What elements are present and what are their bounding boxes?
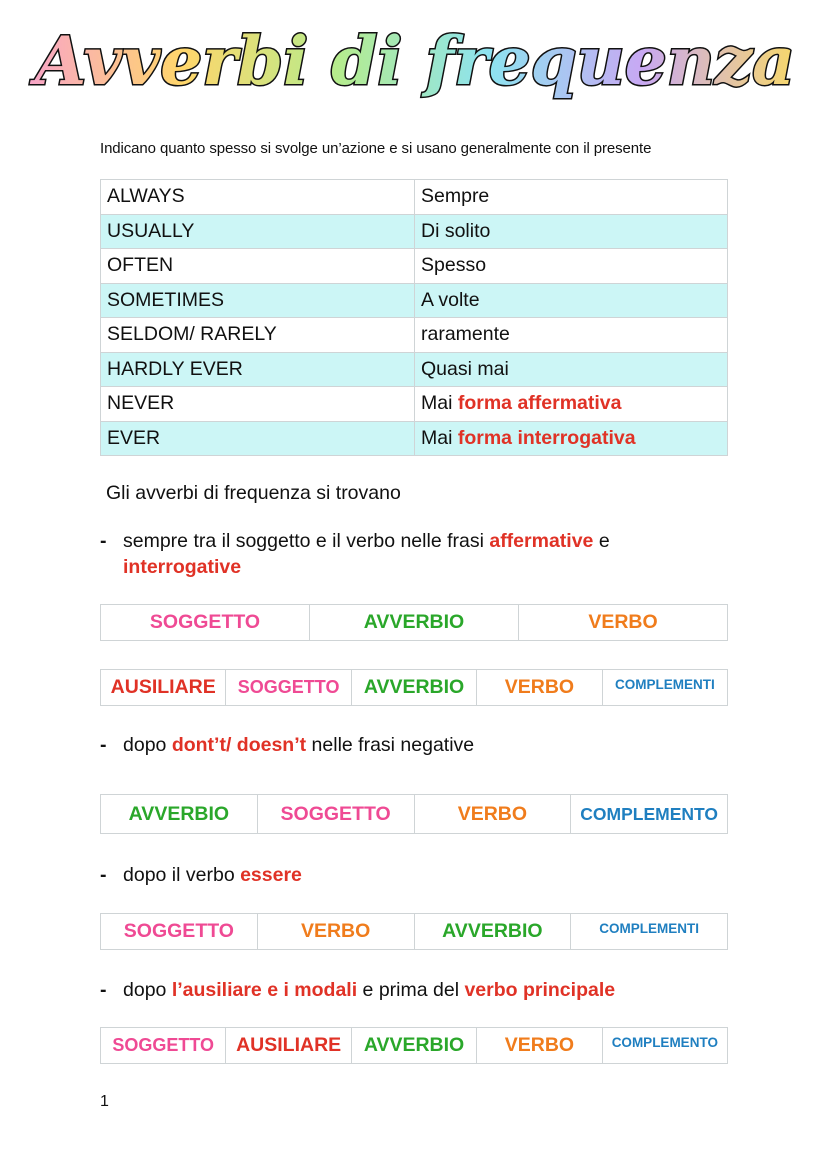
- bullet-dash: -: [100, 979, 107, 1001]
- table-row: [101, 421, 728, 456]
- cell-verb: VERBO: [257, 914, 414, 949]
- adverb-table: [100, 179, 728, 456]
- cell-subject: SOGGETTO: [225, 670, 350, 705]
- bullet-text: dopo il verbo essere: [123, 864, 302, 886]
- adverb-en: USUALLY: [101, 214, 415, 249]
- bullet-text: dopo dont’t/ doesn’t nelle frasi negative: [123, 734, 475, 756]
- adverb-it: Spesso: [415, 249, 728, 284]
- adverb-it: A volte: [415, 283, 728, 318]
- bullet-text: sempre tra il soggetto e il verbo nelle frasi affermative e interrogative: [123, 530, 610, 578]
- cell-adverb: AVVERBIO: [351, 670, 476, 705]
- adverb-en: OFTEN: [101, 249, 415, 284]
- table-row: [101, 387, 728, 422]
- bullet-essere: [100, 862, 740, 888]
- cell-complements: COMPLEMENTI: [570, 914, 727, 949]
- cell-adverb: AVVERBIO: [309, 605, 518, 640]
- cell-subject: SOGGETTO: [149, 611, 261, 633]
- table-row: [101, 249, 728, 284]
- cell-verb: VERBO: [476, 1028, 601, 1063]
- cell-auxiliary: AUSILIARE: [225, 1028, 350, 1063]
- cell-complement: COMPLEMENTO: [602, 1028, 727, 1063]
- title-art: [35, 6, 795, 116]
- adverb-it: Quasi mai: [415, 352, 728, 387]
- table-row: [101, 283, 728, 318]
- cell-complement: COMPLEMENTO: [570, 795, 727, 833]
- adverb-it: Mai forma affermativa: [415, 387, 728, 422]
- adverb-en: EVER: [101, 421, 415, 456]
- bullet-auxiliary: [100, 977, 740, 1003]
- word-order-row-2: [100, 669, 728, 706]
- bullet-dash: -: [100, 864, 107, 886]
- adverb-en: NEVER: [101, 387, 415, 422]
- cell-subject: SOGGETTO: [112, 1035, 215, 1055]
- table-row: [101, 214, 728, 249]
- word-order-row-5: [100, 1027, 728, 1064]
- adverb-it: Di solito: [415, 214, 728, 249]
- adverb-en: ALWAYS: [101, 180, 415, 215]
- bullet-affirmative: [100, 528, 740, 580]
- word-order-row-1: [100, 604, 728, 641]
- cell-verb: VERBO: [476, 670, 601, 705]
- cell-adverb: AVVERBIO: [414, 914, 571, 949]
- cell-complements: COMPLEMENTI: [602, 670, 727, 705]
- cell-subject: SOGGETTO: [123, 920, 234, 942]
- table-row: [101, 180, 728, 215]
- intro-text: Indicano quanto spesso si svolge un’azione e si usano generalmente con il presente: [100, 140, 652, 157]
- adverb-en: SOMETIMES: [101, 283, 415, 318]
- cell-subject: SOGGETTO: [257, 795, 414, 833]
- table-row: [101, 318, 728, 353]
- bullet-negative: [100, 732, 740, 758]
- page-number: 1: [100, 1093, 109, 1110]
- cell-auxiliary: AUSILIARE: [110, 676, 216, 698]
- word-order-row-3: [100, 794, 728, 834]
- cell-verb: VERBO: [518, 605, 727, 640]
- adverb-it: Sempre: [415, 180, 728, 215]
- bullet-text: dopo l’ausiliare e i modali e prima del verbo principale: [123, 979, 616, 1001]
- word-order-row-4: [100, 913, 728, 950]
- position-intro: Gli avverbi di frequenza si trovano: [106, 482, 401, 504]
- cell-verb: VERBO: [414, 795, 571, 833]
- bullet-dash: -: [100, 530, 107, 552]
- adverb-it: Mai forma interrogativa: [415, 421, 728, 456]
- title-text: Avverbi di frequenza: [35, 22, 795, 100]
- adverb-it: raramente: [415, 318, 728, 353]
- cell-adverb: AVVERBIO: [128, 802, 230, 825]
- cell-adverb: AVVERBIO: [351, 1028, 476, 1063]
- adverb-en: HARDLY EVER: [101, 352, 415, 387]
- table-row: [101, 352, 728, 387]
- page-title: [35, 6, 795, 116]
- bullet-dash: -: [100, 734, 107, 756]
- adverb-en: SELDOM/ RARELY: [101, 318, 415, 353]
